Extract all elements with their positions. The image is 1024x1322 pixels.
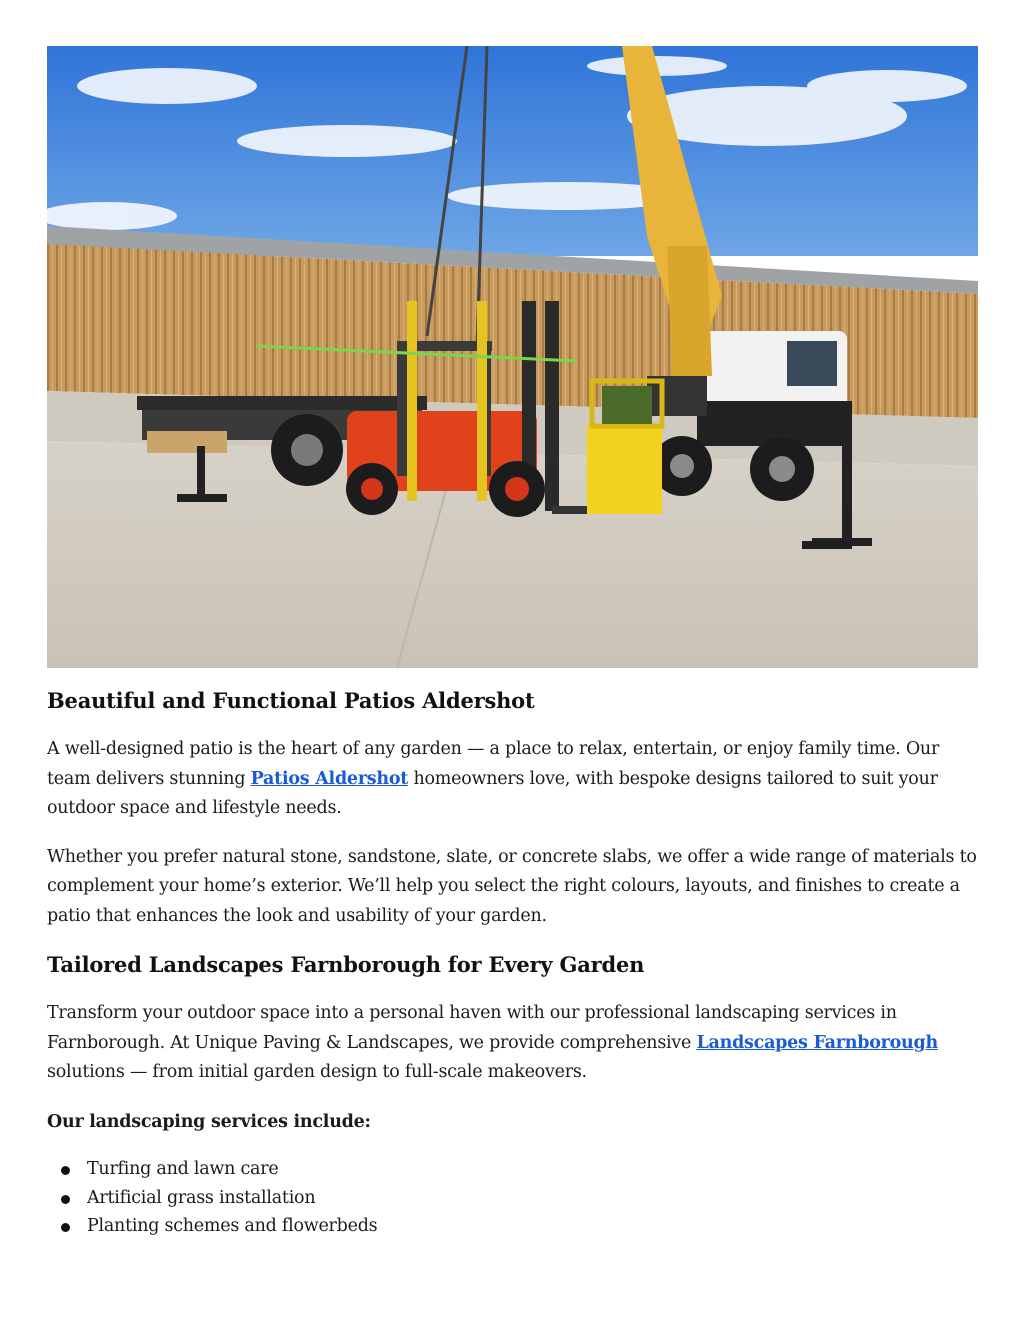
patios-aldershot-link[interactable]: Patios Aldershot xyxy=(250,768,409,789)
list-item xyxy=(47,1212,978,1241)
list-item-text: Turfing and lawn care xyxy=(87,1159,279,1179)
list-item xyxy=(47,1184,978,1213)
list-item-text: Artificial grass installation xyxy=(87,1187,316,1208)
list-item xyxy=(47,1155,978,1184)
bullet-icon xyxy=(61,1223,70,1232)
bullet-icon xyxy=(61,1166,70,1175)
paragraph-text: solutions — from initial garden design to full-scale makeovers. xyxy=(47,1062,587,1082)
section-heading-landscapes: Tailored Landscapes Farnborough for Every Garden xyxy=(47,952,645,977)
landscapes-farnborough-link[interactable]: Landscapes Farnborough xyxy=(696,1032,938,1053)
patios-intro-paragraph xyxy=(47,735,978,824)
paragraph-text: Transform your outdoor space into a personal haven with our professional landscaping services in Farnborough. At Unique Paving & Landscapes, we provide comprehensive xyxy=(47,1003,897,1053)
services-list xyxy=(47,1155,978,1241)
stabilizer-foot xyxy=(802,541,852,549)
services-title: Our landscaping services include: xyxy=(47,1111,371,1132)
paragraph-text: A well-designed patio is the heart of any garden — a place to relax, entertain, or enjoy family time. Our team delivers stunning xyxy=(47,739,940,789)
document-page xyxy=(47,46,978,1241)
bullet-icon xyxy=(61,1195,70,1204)
hero-image xyxy=(47,46,978,668)
list-item-text: Planting schemes and flowerbeds xyxy=(87,1216,378,1236)
landscapes-intro-paragraph xyxy=(47,999,978,1088)
paragraph-text: homeowners love, with bespoke designs tailored to suit your outdoor space and lifestyle needs. xyxy=(47,768,938,818)
patios-materials-paragraph: Whether you prefer natural stone, sandstone, slate, or concrete slabs, we offer a wide range of materials to complement your home’s exterior. We’ll help you select the right colours, layouts, and finishes to create a patio that enhances the look and usability of your garden. xyxy=(47,846,977,926)
section-heading-patios: Beautiful and Functional Patios Aldershot xyxy=(47,688,535,713)
